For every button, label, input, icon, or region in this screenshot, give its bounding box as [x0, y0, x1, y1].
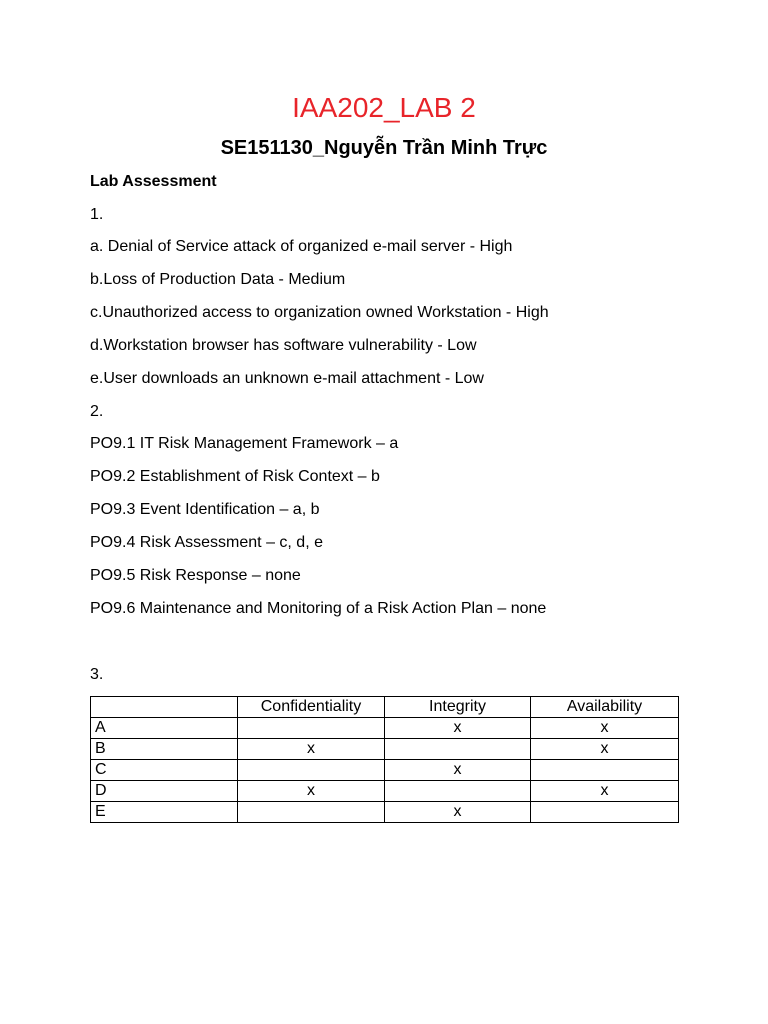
table-cell: x	[238, 781, 385, 802]
q2-item-po9-1: PO9.1 IT Risk Management Framework – a	[90, 435, 399, 452]
section-heading: Lab Assessment	[90, 173, 217, 190]
q2-number: 2.	[90, 403, 104, 420]
table-cell: x	[531, 739, 679, 760]
row-label: E	[91, 802, 238, 823]
q1-item-d: d.Workstation browser has software vulnerability - Low	[90, 337, 477, 354]
q1-item-b: b.Loss of Production Data - Medium	[90, 271, 346, 288]
q2-item-po9-5: PO9.5 Risk Response – none	[90, 567, 301, 584]
table-cell: x	[385, 802, 531, 823]
q3-number: 3.	[90, 666, 104, 683]
table-cell	[238, 802, 385, 823]
table-cell	[385, 781, 531, 802]
q1-item-c: c.Unauthorized access to organization owned Workstation - High	[90, 304, 549, 321]
table-header-confidentiality: Confidentiality	[238, 697, 385, 718]
table-header-integrity: Integrity	[385, 697, 531, 718]
table-cell	[238, 760, 385, 781]
table-header-row	[91, 697, 679, 718]
table-cell	[385, 739, 531, 760]
document-title: IAA202_LAB 2	[292, 92, 476, 123]
table-cell: x	[385, 760, 531, 781]
q2-item-po9-3: PO9.3 Event Identification – a, b	[90, 501, 320, 518]
table-cell: x	[385, 718, 531, 739]
table-cell: x	[238, 739, 385, 760]
table-row	[91, 739, 679, 760]
table-cell: x	[531, 718, 679, 739]
table-row	[91, 760, 679, 781]
q2-item-po9-4: PO9.4 Risk Assessment – c, d, e	[90, 534, 323, 551]
q1-number: 1.	[90, 206, 104, 223]
table-cell	[531, 802, 679, 823]
table-header-empty	[91, 697, 238, 718]
document-subtitle: SE151130_Nguyễn Trần Minh Trực	[220, 137, 548, 159]
table-header-availability: Availability	[531, 697, 679, 718]
row-label: B	[91, 739, 238, 760]
table-cell: x	[531, 781, 679, 802]
q2-item-po9-2: PO9.2 Establishment of Risk Context – b	[90, 468, 380, 485]
q1-item-a: a. Denial of Service attack of organized e-mail server - High	[90, 238, 513, 255]
row-label: C	[91, 760, 238, 781]
table-row	[91, 718, 679, 739]
row-label: D	[91, 781, 238, 802]
table-cell	[531, 760, 679, 781]
row-label: A	[91, 718, 238, 739]
table-row	[91, 802, 679, 823]
table-row	[91, 781, 679, 802]
q2-item-po9-6: PO9.6 Maintenance and Monitoring of a Risk Action Plan – none	[90, 600, 547, 617]
table-cell	[238, 718, 385, 739]
cia-matrix-table	[90, 696, 679, 823]
q1-item-e: e.User downloads an unknown e-mail attachment - Low	[90, 370, 484, 387]
